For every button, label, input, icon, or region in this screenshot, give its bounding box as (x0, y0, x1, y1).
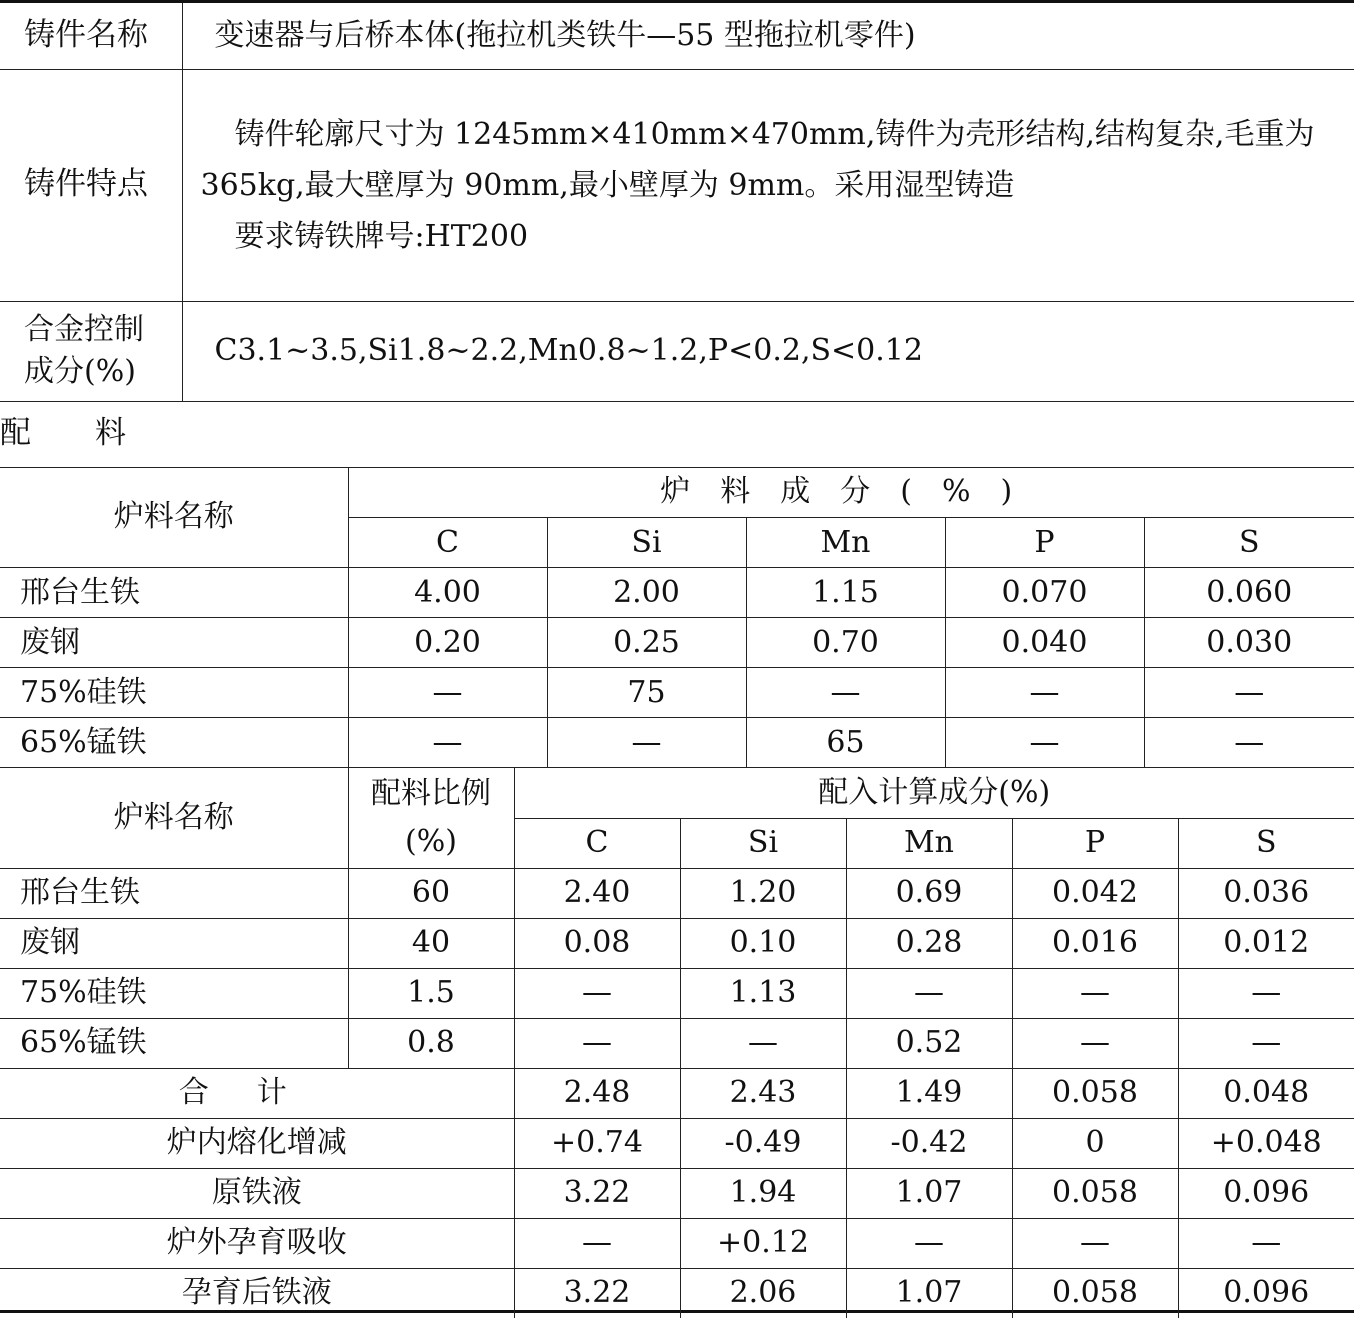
summary-value: — (846, 1218, 1012, 1268)
charge-composition-table (0, 468, 1354, 769)
charge-element-header: Mn (746, 518, 945, 568)
summary-label: 合计 (0, 1068, 514, 1118)
charge-value: — (348, 668, 547, 718)
summary-row-inoculation (0, 1218, 1354, 1268)
calc-value: 0.28 (846, 918, 1012, 968)
charge-value: — (1144, 668, 1354, 718)
charge-value: 0.25 (547, 618, 746, 668)
summary-value: 0.096 (1178, 1168, 1354, 1218)
calc-ratio-header-line2: (%) (405, 823, 457, 859)
calc-value: — (1178, 968, 1354, 1018)
calc-comp-header: 配入计算成分(%) (514, 768, 1354, 818)
calculated-composition-table (0, 768, 1354, 1318)
section-title-row (0, 401, 1354, 467)
calc-value: 0.012 (1178, 918, 1354, 968)
charge-name-header: 炉料名称 (0, 468, 348, 568)
calc-header-row-1 (0, 768, 1354, 818)
summary-value: +0.12 (680, 1218, 846, 1268)
calc-value: 0.036 (1178, 868, 1354, 918)
charge-element-header: Si (547, 518, 746, 568)
casting-feature-cell (182, 69, 1354, 301)
summary-value: 2.48 (514, 1068, 680, 1118)
section-title: 配料 (0, 401, 1354, 467)
summary-row-total (0, 1068, 1354, 1118)
charge-comp-header: 炉料成分(%) (348, 468, 1354, 518)
summary-value: 1.07 (846, 1268, 1012, 1318)
charge-value: — (547, 718, 746, 768)
summary-value: 3.22 (514, 1268, 680, 1318)
casting-name-label: 铸件名称 (0, 3, 182, 69)
calc-ratio: 0.8 (348, 1018, 514, 1068)
calc-value: 0.08 (514, 918, 680, 968)
table-row (0, 968, 1354, 1018)
calc-element-header: Si (680, 818, 846, 868)
casting-name-row (0, 3, 1354, 69)
calc-value: 0.016 (1012, 918, 1178, 968)
calc-element-header: C (514, 818, 680, 868)
charge-value: 75 (547, 668, 746, 718)
table-row (0, 718, 1354, 768)
casting-feature-label: 铸件特点 (0, 69, 182, 301)
summary-row-final-iron (0, 1268, 1354, 1318)
charge-value: 0.20 (348, 618, 547, 668)
summary-value: -0.49 (680, 1118, 846, 1168)
summary-value: 2.43 (680, 1068, 846, 1118)
calc-value: — (846, 968, 1012, 1018)
alloy-label-line1: 合金控制 (24, 312, 144, 347)
charge-value: — (746, 668, 945, 718)
calc-name-header: 炉料名称 (0, 768, 348, 868)
charge-element-header: C (348, 518, 547, 568)
charge-material-name: 65%锰铁 (0, 718, 348, 768)
calc-element-header: P (1012, 818, 1178, 868)
charge-value: 0.040 (945, 618, 1144, 668)
summary-label: 孕育后铁液 (0, 1268, 514, 1318)
summary-value: 0.058 (1012, 1168, 1178, 1218)
calc-value: 1.20 (680, 868, 846, 918)
calc-value: 0.042 (1012, 868, 1178, 918)
summary-value: 1.49 (846, 1068, 1012, 1118)
charge-value: — (945, 668, 1144, 718)
calc-value: 1.13 (680, 968, 846, 1018)
calc-value: 0.52 (846, 1018, 1012, 1068)
summary-value: 0.058 (1012, 1268, 1178, 1318)
calc-ratio: 60 (348, 868, 514, 918)
charge-material-name: 75%硅铁 (0, 668, 348, 718)
calc-ratio: 40 (348, 918, 514, 968)
table-row (0, 668, 1354, 718)
calc-material-name: 75%硅铁 (0, 968, 348, 1018)
summary-value: 0 (1012, 1118, 1178, 1168)
charge-value: 65 (746, 718, 945, 768)
charge-value: 1.15 (746, 568, 945, 618)
calc-material-name: 废钢 (0, 918, 348, 968)
charge-value: — (348, 718, 547, 768)
casting-feature-line2: 要求铸铁牌号:HT200 (234, 218, 529, 254)
table-row (0, 568, 1354, 618)
table-row (0, 918, 1354, 968)
charge-header-row-1 (0, 468, 1354, 518)
calc-material-name: 邢台生铁 (0, 868, 348, 918)
charge-material-name: 邢台生铁 (0, 568, 348, 618)
table-row (0, 868, 1354, 918)
summary-label: 炉外孕育吸收 (0, 1218, 514, 1268)
summary-value: 1.07 (846, 1168, 1012, 1218)
charge-value: — (1144, 718, 1354, 768)
charge-value: 0.060 (1144, 568, 1354, 618)
summary-value: 0.048 (1178, 1068, 1354, 1118)
charge-value: 0.070 (945, 568, 1144, 618)
calc-value: 0.10 (680, 918, 846, 968)
summary-value: +0.048 (1178, 1118, 1354, 1168)
calc-ratio-header (348, 768, 514, 868)
casting-feature-line1: 铸件轮廓尺寸为 1245mm×410mm×470mm,铸件为壳形结构,结构复杂,毛重为 365kg,最大壁厚为 90mm,最小壁厚为 9mm。采用湿型铸造 (200, 116, 1315, 203)
calc-ratio: 1.5 (348, 968, 514, 1018)
charge-value: 0.030 (1144, 618, 1354, 668)
alloy-label-line2: 成分(%) (24, 354, 136, 389)
alloy-value: C3.1~3.5,Si1.8~2.2,Mn0.8~1.2,P<0.2,S<0.12 (182, 301, 1354, 401)
calc-value: — (680, 1018, 846, 1068)
summary-value: 1.94 (680, 1168, 846, 1218)
summary-value: 2.06 (680, 1268, 846, 1318)
calc-value: — (1012, 968, 1178, 1018)
summary-value: — (1012, 1218, 1178, 1268)
casting-name-value: 变速器与后桥本体(拖拉机类铁牛—55 型拖拉机零件) (182, 3, 1354, 69)
calc-value: — (1178, 1018, 1354, 1068)
charge-value: 0.70 (746, 618, 945, 668)
calc-value: — (514, 1018, 680, 1068)
summary-value: +0.74 (514, 1118, 680, 1168)
calc-value: 2.40 (514, 868, 680, 918)
casting-info-table (0, 3, 1354, 468)
summary-value: 3.22 (514, 1168, 680, 1218)
casting-feature-row (0, 69, 1354, 301)
charge-element-header: S (1144, 518, 1354, 568)
calc-value: — (514, 968, 680, 1018)
charge-value: 2.00 (547, 568, 746, 618)
calc-value: 0.69 (846, 868, 1012, 918)
alloy-row (0, 301, 1354, 401)
table-row (0, 1018, 1354, 1068)
calc-value: — (1012, 1018, 1178, 1068)
summary-label: 炉内熔化增减 (0, 1118, 514, 1168)
charge-value: — (945, 718, 1144, 768)
summary-label: 原铁液 (0, 1168, 514, 1218)
summary-value: — (1178, 1218, 1354, 1268)
charge-element-header: P (945, 518, 1144, 568)
summary-value: -0.42 (846, 1118, 1012, 1168)
summary-value: 0.058 (1012, 1068, 1178, 1118)
table-row (0, 618, 1354, 668)
alloy-label (0, 301, 182, 401)
calc-ratio-header-line1: 配料比例 (371, 775, 491, 811)
summary-value: 0.096 (1178, 1268, 1354, 1318)
calc-material-name: 65%锰铁 (0, 1018, 348, 1068)
calc-element-header: S (1178, 818, 1354, 868)
summary-value: — (514, 1218, 680, 1268)
calc-element-header: Mn (846, 818, 1012, 868)
charge-value: 4.00 (348, 568, 547, 618)
summary-row-melt-change (0, 1118, 1354, 1168)
charge-material-name: 废钢 (0, 618, 348, 668)
summary-row-base-iron (0, 1168, 1354, 1218)
